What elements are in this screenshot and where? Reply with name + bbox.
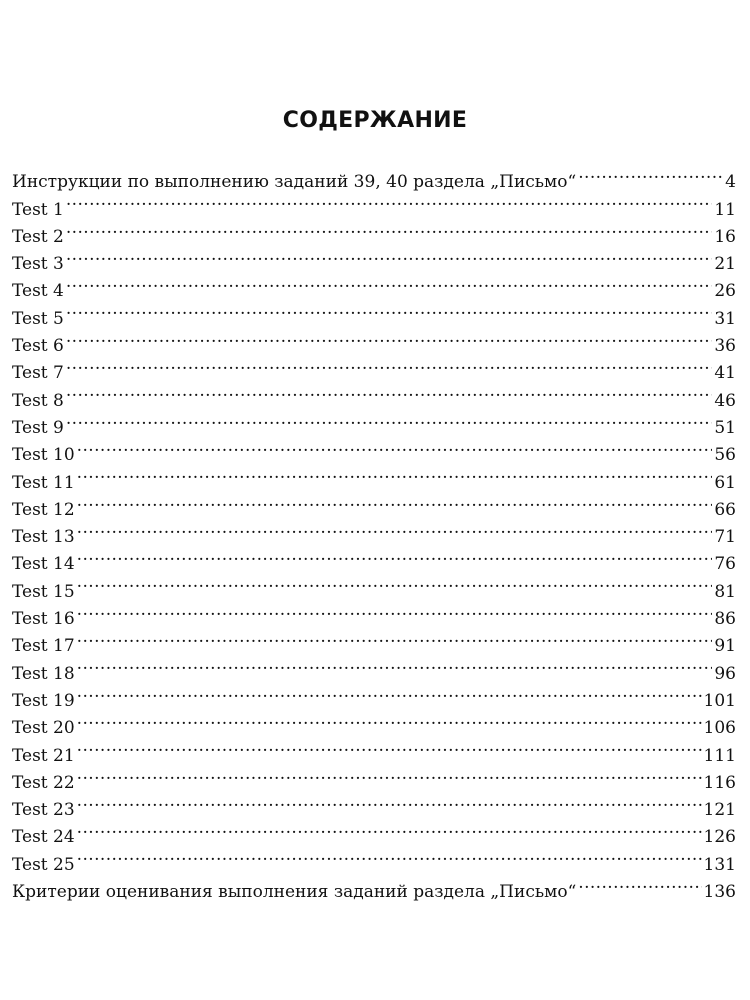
dot-leader — [77, 433, 713, 460]
toc-entry-label: Test 12 — [12, 499, 75, 520]
dot-leader — [77, 488, 713, 515]
dot-leader — [77, 542, 713, 569]
toc-entry — [12, 515, 736, 548]
toc-entry — [12, 651, 736, 684]
toc-entry-label: Test 1 — [12, 199, 64, 220]
toc-entry — [12, 815, 736, 848]
toc-entry — [12, 542, 736, 575]
toc-entry — [12, 842, 736, 875]
toc-entry-label: Test 14 — [12, 554, 75, 575]
toc-entry-page: 136 — [703, 882, 736, 903]
toc-entry-label: Test 9 — [12, 417, 64, 438]
dot-leader — [77, 515, 713, 542]
toc-entry — [12, 187, 736, 220]
toc-entry-label: Test 16 — [12, 609, 75, 630]
toc-entry-page: 61 — [714, 472, 736, 493]
toc-entry-page: 76 — [714, 554, 736, 575]
toc-entry-page: 16 — [714, 226, 736, 247]
dot-leader — [66, 406, 713, 433]
toc-entry — [12, 160, 736, 193]
toc-entry-page: 111 — [703, 745, 736, 766]
toc-entry-label: Критерии оценивания выполнения заданий раздела „Письмо“ — [12, 882, 577, 903]
toc-entry-label: Test 4 — [12, 281, 64, 302]
dot-leader — [77, 569, 713, 596]
toc-entry-label: Test 3 — [12, 254, 64, 275]
toc-entry-label: Test 6 — [12, 336, 64, 357]
toc-entry-label: Test 11 — [12, 472, 75, 493]
dot-leader — [578, 160, 723, 187]
toc-entry — [12, 324, 736, 357]
toc-entry-label: Test 5 — [12, 308, 64, 329]
dot-leader — [77, 706, 702, 733]
toc-entry — [12, 296, 736, 329]
toc-entry — [12, 788, 736, 821]
toc-entry — [12, 733, 736, 766]
dot-leader — [77, 842, 702, 869]
toc-entry-page: 71 — [714, 527, 736, 548]
toc-entry — [12, 488, 736, 520]
toc-entry — [12, 597, 736, 630]
toc-entry — [12, 406, 736, 438]
toc-entry-label: Test 17 — [12, 636, 75, 657]
toc-entry — [12, 624, 736, 657]
dot-leader — [66, 242, 713, 269]
toc-entry-label: Test 7 — [12, 363, 64, 384]
dot-leader — [77, 679, 702, 706]
dot-leader — [66, 187, 713, 214]
toc-entry-page: 131 — [703, 854, 736, 875]
toc-entry-page: 121 — [703, 800, 736, 821]
toc-entry — [12, 679, 736, 711]
toc-entry — [12, 433, 736, 466]
dot-leader — [77, 460, 713, 487]
page-title: СОДЕРЖАНИЕ — [282, 108, 468, 133]
toc-entry-label: Инструкции по выполнению заданий 39, 40 раздела „Письмо“ — [12, 172, 577, 193]
toc-entry — [12, 242, 736, 275]
dot-leader — [77, 788, 702, 815]
toc-entry-page: 106 — [703, 718, 736, 739]
toc-entry-page: 21 — [714, 254, 736, 275]
toc-entry-page: 51 — [714, 417, 736, 438]
dot-leader — [66, 378, 713, 405]
toc-entry — [12, 706, 736, 739]
toc-entry-label: Test 23 — [12, 800, 75, 821]
toc-entry-page: 81 — [714, 581, 736, 602]
table-of-contents — [12, 160, 736, 903]
dot-leader — [77, 651, 713, 678]
dot-leader — [578, 870, 701, 897]
toc-entry-label: Test 13 — [12, 527, 75, 548]
toc-entry-label: Test 22 — [12, 772, 75, 793]
toc-entry-page: 4 — [725, 172, 736, 193]
toc-entry-page: 91 — [714, 636, 736, 657]
toc-entry-page: 36 — [714, 336, 736, 357]
toc-entry-label: Test 8 — [12, 390, 64, 411]
toc-entry-label: Test 25 — [12, 854, 75, 875]
dot-leader — [66, 351, 713, 378]
toc-entry-page: 11 — [714, 199, 736, 220]
dot-leader — [66, 269, 713, 296]
toc-entry-label: Test 19 — [12, 690, 75, 711]
toc-entry-page: 26 — [714, 281, 736, 302]
toc-entry-label: Test 15 — [12, 581, 75, 602]
dot-leader — [66, 215, 713, 242]
dot-leader — [66, 296, 713, 323]
dot-leader — [77, 624, 713, 651]
toc-entry — [12, 870, 736, 903]
dot-leader — [77, 597, 713, 624]
dot-leader — [77, 733, 702, 760]
toc-entry-page: 46 — [714, 390, 736, 411]
toc-entry — [12, 215, 736, 247]
toc-entry-page: 96 — [714, 663, 736, 684]
toc-entry-page: 101 — [703, 690, 736, 711]
toc-entry-page: 31 — [714, 308, 736, 329]
toc-entry-label: Test 18 — [12, 663, 75, 684]
toc-entry — [12, 269, 736, 302]
toc-entry — [12, 569, 736, 602]
toc-entry-label: Test 24 — [12, 827, 75, 848]
dot-leader — [77, 815, 702, 842]
dot-leader — [66, 324, 713, 351]
toc-entry — [12, 351, 736, 384]
toc-entry-page: 41 — [714, 363, 736, 384]
toc-entry-label: Test 10 — [12, 445, 75, 466]
toc-entry — [12, 460, 736, 493]
toc-entry-page: 66 — [714, 499, 736, 520]
toc-entry-page: 56 — [714, 445, 736, 466]
dot-leader — [77, 761, 702, 788]
toc-entry-label: Test 20 — [12, 718, 75, 739]
toc-entry-page: 116 — [703, 772, 736, 793]
toc-entry — [12, 761, 736, 793]
toc-entry-page: 126 — [703, 827, 736, 848]
toc-entry-page: 86 — [714, 609, 736, 630]
toc-entry — [12, 378, 736, 411]
toc-entry-label: Test 21 — [12, 745, 75, 766]
toc-entry-label: Test 2 — [12, 226, 64, 247]
